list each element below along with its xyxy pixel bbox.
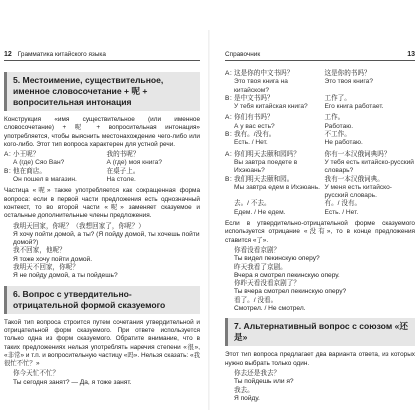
- translation-left: Это твоя книга на китайском?: [234, 78, 288, 94]
- dialogue-left: 你们明天去颐和园吗？: [234, 150, 300, 158]
- running-head-left: [4, 51, 200, 59]
- dialogue-line: [225, 95, 415, 103]
- dialogue-left: 你们有书吗？: [234, 114, 274, 122]
- translation-right: Работаю.: [324, 122, 354, 130]
- paragraph: Если в утвердительно-отрицательной форме сказуемого используется отрицание «没有», то в конце предложения ставится «了».: [225, 220, 415, 244]
- example-sentence: 你今天忙不忙？: [13, 370, 60, 378]
- example-sentence: 我不回家，他呢？: [13, 247, 66, 255]
- example-translation: Я тоже хочу пойти домой.: [13, 255, 93, 263]
- example-sentence: 你昨天看没看京剧了？: [234, 280, 300, 288]
- speaker-marker: A：: [225, 150, 236, 158]
- example-translation: Ты видел пекинскую оперу?: [234, 255, 320, 263]
- dialogue-right: 工作。: [324, 114, 345, 122]
- translation-right: Это твоя книга?: [324, 78, 374, 86]
- paragraph: Конструкция «имя существительное (или именное словосочетание) + 呢 + вопросительная интонация» употребляется, чтобы выяснить местонахождение чего-либо или кого-либо. Этот тип вопроса характерен для устной речи.: [4, 116, 200, 148]
- dialogue-left: 我有。/没有。: [234, 131, 276, 139]
- example-sentence: 我明天不回家，你呢？: [13, 264, 79, 272]
- dialogue-line: [4, 151, 200, 159]
- speaker-marker: B：: [4, 167, 15, 175]
- speaker-marker: B：: [225, 94, 236, 102]
- dialogue-right: 工作了。: [324, 94, 351, 102]
- page-number: 13: [407, 51, 415, 58]
- translation-right: Не работаю.: [324, 139, 363, 147]
- dialogue-translation: [225, 159, 415, 176]
- example-sentence: 我明天回家，你呢？（我想回家了，你呢？）: [13, 222, 145, 230]
- paragraph: Этот тип вопроса предлагает два варианта ответа, из которых нужно выбрать только один.: [225, 351, 415, 367]
- translation-left: Он пошел в магазин.: [13, 176, 77, 184]
- speaker-marker: A：: [225, 70, 236, 77]
- running-title: Справочник: [225, 51, 261, 58]
- translation-left: Вы завтра поедете в Ихэюань?: [234, 158, 298, 175]
- right-page: [210, 0, 420, 420]
- translation-left: Едем. / Не едем.: [234, 208, 286, 216]
- dialogue-line: [225, 151, 415, 159]
- header-rule: [4, 60, 200, 61]
- section-heading-6: 6. Вопрос с утвердительно-отрицательной формой сказуемого: [4, 286, 200, 314]
- dialogue-right: 不工作。: [324, 131, 351, 139]
- speaker-marker: B：: [225, 131, 236, 139]
- speaker-marker: [225, 200, 234, 208]
- section-heading-7: 7. Альтернативный вопрос с союзом «还是»: [225, 318, 415, 346]
- example-sentence: 昨天我看了京剧。: [234, 263, 287, 271]
- dialogue-line: [4, 168, 200, 176]
- example-translation: Я пойду.: [234, 394, 260, 402]
- speaker-marker: B：: [225, 175, 236, 183]
- dialogue-translation: [225, 78, 415, 95]
- dialogue-right: 这是你的书吗？: [324, 70, 371, 77]
- translation-right: Его книга работает.: [324, 103, 384, 111]
- example-translation: Вчера я смотрел пекинскую оперу.: [234, 271, 340, 279]
- dialogue-translation: [4, 159, 200, 167]
- dialogue-left: 去。/ 不去。: [234, 200, 271, 208]
- example-translation: Ты вчера смотрел пекинскую оперу?: [234, 288, 347, 296]
- dialogue-line: [225, 131, 415, 139]
- translation-left: Есть. / Нет.: [234, 139, 268, 147]
- example-sentence: 你去还是我去？: [234, 369, 281, 377]
- running-title: Грамматика китайского языка: [17, 51, 106, 58]
- paragraph: Частица «呢» также употребляется как сокращенная форма вопроса: если в первой части предложения есть однозначный контекст, то во второй части «呢» заменяет сказуемое и остальные дополнительные члены предложения.: [4, 187, 200, 220]
- translation-right: На столе.: [106, 176, 136, 184]
- translation-left: А (где) Сяо Ван?: [13, 159, 65, 167]
- example-translation: Я хочу пойти домой, а ты? (Я пойду домой, ты хочешь пойти домой?): [13, 230, 200, 247]
- speaker-marker: A：: [4, 151, 15, 159]
- example-translation: Ты пойдешь или я?: [234, 378, 294, 386]
- paragraph: Такой тип вопроса строится путем сочетания утвердительной и отрицательной форм сказуемого. При ответе используется только одна из форм сказуемого. Обратите внимание, что в таких предложениях нельзя употреблять наречия степени «很», «非常» и т.п. и вопросительную частицу «吗». Нельзя сказать: «我很忙不忙？»: [4, 318, 200, 368]
- dialogue-translation: [225, 139, 415, 147]
- dialogue-left: 他在商店。: [13, 167, 46, 175]
- example-translation: Я не пойду домой, а ты пойдешь?: [13, 272, 118, 280]
- dialogue-translation: [225, 103, 415, 111]
- dialogue-right: 在桌子上。: [106, 167, 140, 175]
- dialogue-translation: [225, 209, 415, 217]
- left-content: [4, 70, 200, 387]
- dialogue-translation: [225, 184, 415, 201]
- dialogue-right: 你有一本汉俄词典吗？: [324, 150, 391, 158]
- page-number: 12: [4, 51, 12, 58]
- example-sentence: 看了。/ 没看。: [234, 296, 278, 304]
- dialogue-left: 我们明天去颐和园。: [234, 175, 294, 183]
- translation-left: У тебя китайская книга?: [234, 103, 308, 111]
- example-translation: Ты сегодня занят? — Да, я тоже занят.: [13, 378, 132, 386]
- dialogue-right: 有。/ 没有。: [324, 200, 362, 208]
- example-sentence: 我去。: [234, 386, 254, 394]
- translation-left: А у вас есть?: [234, 122, 275, 130]
- dialogue-line: [225, 200, 415, 208]
- dialogue-right: 我的书呢？: [106, 151, 140, 159]
- translation-left: Мы завтра едем в Ихэюань.: [234, 183, 320, 191]
- translation-right: А (где) моя книга?: [106, 159, 162, 167]
- example-sentence: 你看没看京剧？: [234, 246, 281, 254]
- dialogue-left: 小王呢？: [13, 151, 40, 159]
- running-head-right: [225, 51, 415, 59]
- translation-right: Есть. / Нет.: [324, 208, 359, 216]
- right-content: [225, 70, 415, 403]
- header-rule: [225, 60, 415, 61]
- dialogue-translation: [4, 176, 200, 184]
- example-translation: Смотрел. / Не смотрел.: [234, 305, 306, 313]
- dialogue-translation: [225, 123, 415, 131]
- dialogue-line: [225, 114, 415, 122]
- dialogue-left: 这是你的中文书吗？: [234, 70, 294, 77]
- dialogue-line: [225, 176, 415, 184]
- translation-right: У меня есть китайско-русский словарь.: [324, 183, 392, 200]
- dialogue-line: [225, 70, 415, 78]
- translation-right: У тебя есть китайско-русский словарь?: [324, 158, 414, 175]
- dialogue-left: 是中文书吗？: [234, 94, 274, 102]
- dialogue-right: 我有一本汉俄词典。: [324, 175, 384, 183]
- section-heading-5: 5. Местоимение, существительное, именное словосочетание + 呢 + вопросительная интонация: [4, 72, 200, 111]
- speaker-marker: A：: [225, 114, 236, 122]
